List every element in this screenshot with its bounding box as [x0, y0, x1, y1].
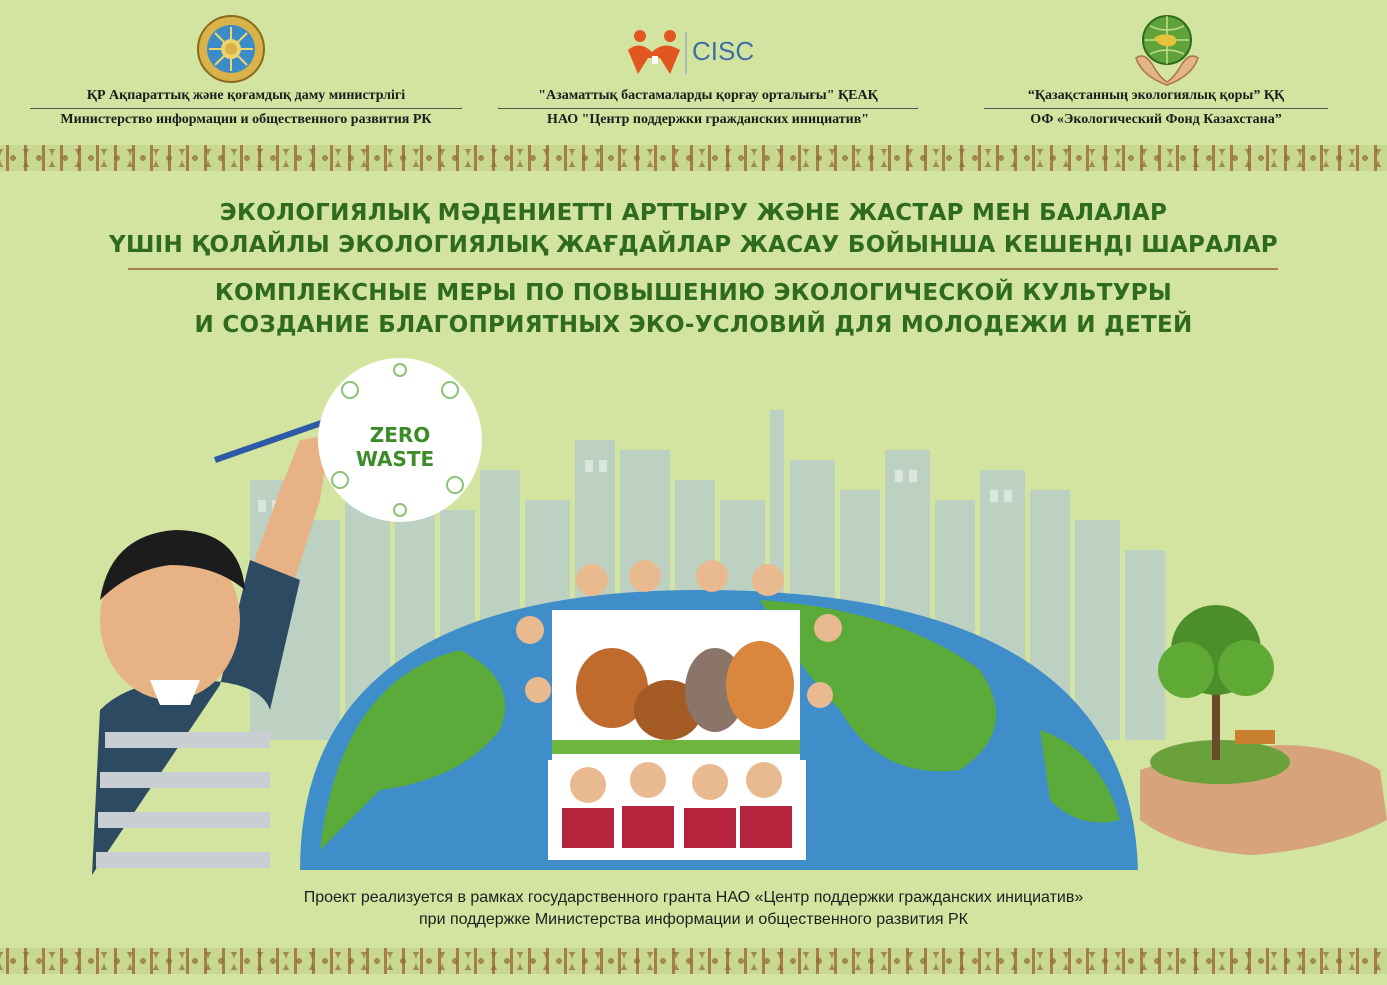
- title-ru-line1: КОМПЛЕКСНЫЕ МЕРЫ ПО ПОВЫШЕНИЮ ЭКОЛОГИЧЕСКОЙ КУЛЬТУРЫ: [214, 280, 1173, 306]
- globe-hands-icon: [1130, 12, 1204, 86]
- org-ministry-ru: Министерство информации и общественного развития РК: [60, 112, 432, 127]
- org-eco-fund: [984, 88, 1328, 128]
- kazakhstan-emblem-icon: [196, 14, 266, 84]
- ornament-border-top: [0, 145, 1387, 171]
- footer-line2: при поддержке Министерства информации и общественного развития РК: [419, 911, 968, 928]
- title-kz-line1: ЭКОЛОГИЯЛЫҚ МӘДЕНИЕТТІ АРТТЫРУ ЖӘНЕ ЖАСТАР МЕН БАЛАЛАР: [219, 200, 1168, 226]
- org-ministry-kz: ҚР Ақпараттық және қоғамдық даму министрлігі: [30, 88, 462, 109]
- eco-illustration: [0, 350, 1387, 875]
- org-cisc: [498, 88, 918, 128]
- zero-waste-line1: ZERO: [369, 423, 431, 447]
- org-ministry: [30, 88, 462, 128]
- title-kz-line2: ҮШІН ҚОЛАЙЛЫ ЭКОЛОГИЯЛЫҚ ЖАҒДАЙЛАР ЖАСАУ БОЙЫНША КЕШЕНДІ ШАРАЛАР: [109, 232, 1278, 258]
- title-ru-line2: И СОЗДАНИЕ БЛАГОПРИЯТНЫХ ЭКО-УСЛОВИЙ ДЛЯ МОЛОДЕЖИ И ДЕТЕЙ: [194, 312, 1193, 338]
- zero-waste-circle: [318, 358, 482, 522]
- title-divider: [128, 268, 1278, 270]
- zero-waste-line2: WASTE: [355, 447, 435, 471]
- org-eco-fund-kz: “Қазақстанның экологиялық қоры” ҚҚ: [984, 88, 1328, 109]
- cisc-logo-icon: [626, 28, 776, 76]
- org-cisc-kz: "Азаматтық бастамаларды қорғау орталығы" ҚЕАҚ: [498, 88, 918, 109]
- hands-with-tree: [1140, 605, 1387, 855]
- ornament-border-bottom: [0, 948, 1387, 974]
- org-eco-fund-ru: ОФ «Экологический Фонд Казахстана”: [1030, 112, 1282, 127]
- cisc-logo-text: CISC: [692, 36, 755, 66]
- org-cisc-ru: НАО "Центр поддержки гражданских инициатив": [546, 112, 870, 127]
- footer-line1: Проект реализуется в рамках государственного гранта НАО «Центр поддержки гражданских инициатив»: [303, 889, 1084, 906]
